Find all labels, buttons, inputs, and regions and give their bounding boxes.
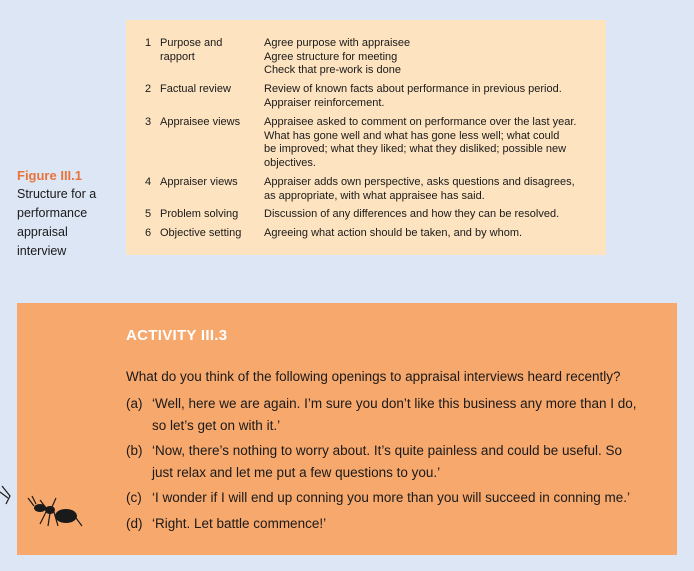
stage-line: Purpose and [160, 37, 223, 49]
caption-line: interview [17, 244, 67, 258]
desc-line: What has gone well and what has gone less well; what could [264, 129, 560, 142]
row-stage [160, 208, 260, 222]
figure-caption-text [17, 185, 117, 261]
desc-line: be improved; what they liked; what they disliked; possible new [264, 143, 567, 155]
desc-line: Agree purpose with appraisee [264, 37, 411, 49]
item-label: (c) [126, 490, 142, 505]
row-number: 6 [145, 227, 152, 239]
item-text [152, 513, 672, 535]
caption-line: appraisal [17, 225, 68, 239]
item-text [152, 440, 672, 484]
desc-line: Agree structure for meeting [264, 50, 398, 63]
stage-line: rapport [160, 50, 195, 63]
figure-caption [17, 166, 117, 261]
desc-line: Appraiser reinforcement. [264, 96, 385, 109]
desc-line: Appraiser adds own perspective, asks questions and disagrees, [264, 176, 575, 188]
row-number: 2 [145, 83, 152, 95]
interview-structure-table [126, 20, 606, 255]
activity-box [17, 303, 677, 555]
item-line: ‘Now, there’s nothing to worry about. It’s quite painless and could be useful. So [152, 443, 623, 458]
row-number: 5 [145, 208, 152, 220]
row-stage [160, 116, 260, 130]
row-description [264, 37, 599, 78]
row-description [264, 208, 599, 222]
activity-title: ACTIVITY III.3 [126, 327, 228, 344]
activity-question: What do you think of the following openings to appraisal interviews heard recently? [126, 369, 621, 384]
row-description [264, 176, 599, 203]
ant-icon [0, 474, 90, 534]
row-number: 4 [145, 176, 152, 188]
desc-line: objectives. [264, 156, 316, 169]
row-stage [160, 37, 260, 64]
stage-line: Appraisee views [160, 116, 241, 128]
desc-line: Review of known facts about performance in previous period. [264, 83, 562, 95]
row-number: 1 [145, 37, 152, 49]
item-text [152, 393, 672, 437]
caption-line: performance [17, 206, 88, 220]
row-stage [160, 176, 260, 190]
item-line: so let’s get on with it.’ [152, 418, 281, 433]
desc-line: as appropriate, with what appraisee has said. [264, 189, 485, 202]
desc-line: Appraisee asked to comment on performance over the last year. [264, 116, 577, 128]
item-line: just relax and let me put a few questions to you.’ [152, 465, 441, 480]
stage-line: Problem solving [160, 208, 239, 220]
caption-line: Structure for a [17, 187, 97, 201]
desc-line: Discussion of any differences and how they can be resolved. [264, 208, 560, 220]
stage-line: Objective setting [160, 227, 242, 239]
stage-line: Factual review [160, 83, 231, 95]
desc-line: Agreeing what action should be taken, and by whom. [264, 227, 523, 239]
item-label: (a) [126, 396, 143, 411]
item-line: ‘Well, here we are again. I’m sure you don’t like this business any more than I do, [152, 396, 637, 411]
row-stage [160, 83, 260, 97]
row-description [264, 116, 599, 170]
stage-line: Appraiser views [160, 176, 238, 188]
figure-label: Figure III.1 [17, 168, 83, 183]
item-line: ‘I wonder if I will end up conning you more than you will succeed in conning me.’ [152, 490, 631, 505]
item-label: (b) [126, 443, 143, 458]
row-description [264, 227, 599, 241]
item-text [152, 487, 672, 509]
row-stage [160, 227, 260, 241]
desc-line: Check that pre-work is done [264, 64, 401, 76]
row-number: 3 [145, 116, 152, 128]
item-label: (d) [126, 516, 143, 531]
row-description [264, 83, 599, 110]
item-line: ‘Right. Let battle commence!’ [152, 516, 327, 531]
